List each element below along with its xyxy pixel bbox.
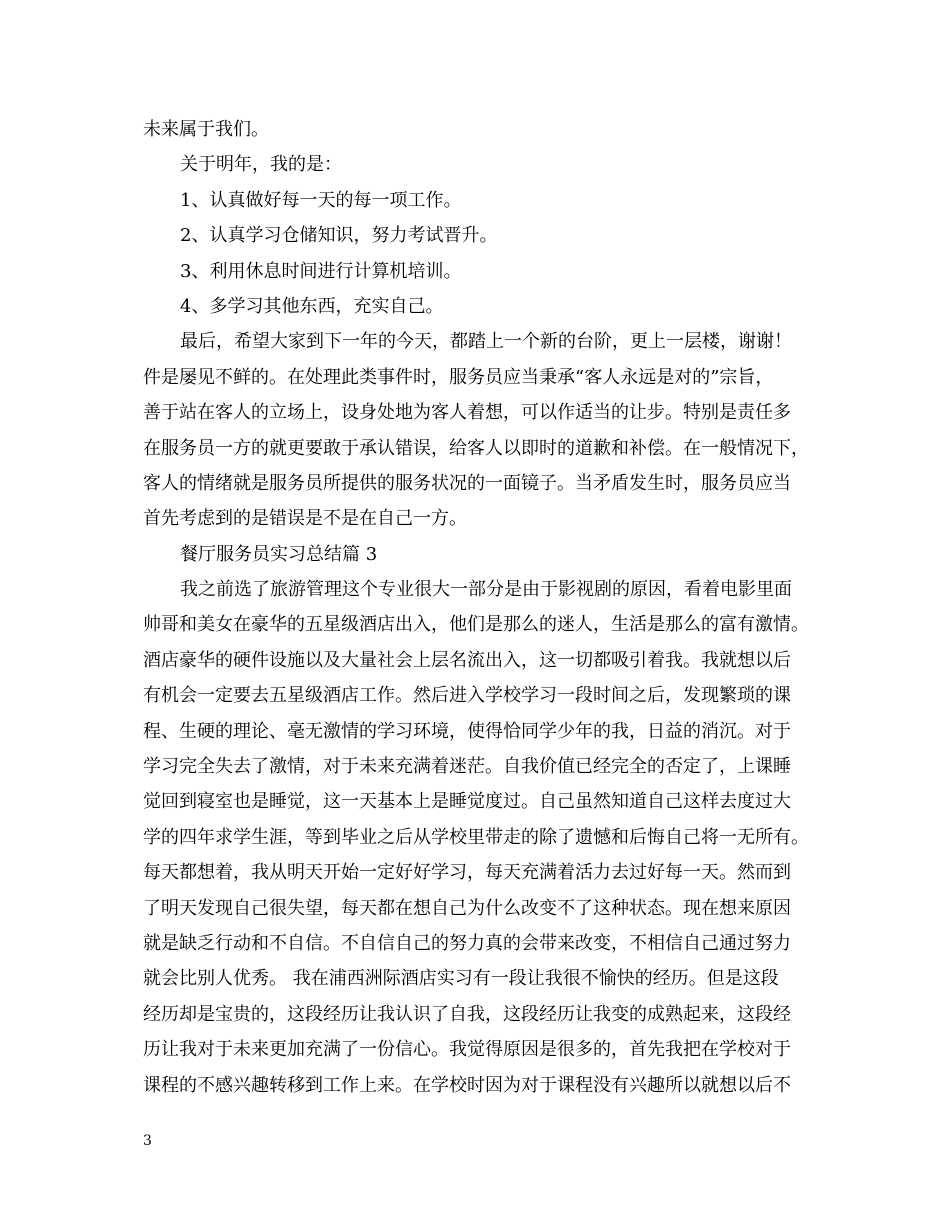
text-line: 首先考虑到的是错误是不是在自己一方。 [143, 508, 467, 530]
text-line: 帅哥和美女在豪华的五星级酒店出入，他们是那么的迷人，生活是那么的富有激情。 [143, 614, 809, 636]
text-line: 我之前选了旅游管理这个专业很大一部分是由于影视剧的原因，看着电影里面 [180, 579, 792, 601]
text-line: 学的四年求学生涯，等到毕业之后从学校里带走的除了遗憾和后悔自己将一无所有。 [143, 826, 809, 848]
text-line: 在服务员一方的就更要敢于承认错误，给客人以即时的道歉和补偿。在一般情况下， [143, 437, 809, 459]
text-line: 餐厅服务员实习总结篇 3 [180, 543, 378, 565]
text-line: 3、利用休息时间进行计算机培训。 [180, 260, 462, 282]
text-line: 2、认真学习仓储知识，努力考试晋升。 [180, 225, 498, 247]
text-line: 历让我对于未来更加充满了一份信心。我觉得原因是很多的，首先我把在学校对于 [143, 1039, 791, 1061]
text-line: 了明天发现自己很失望，每天都在想自己为什么改变不了这种状态。现在想来原因 [143, 897, 791, 919]
text-line: 善于站在客人的立场上，设身处地为客人着想，可以作适当的让步。特别是责任多 [143, 402, 791, 424]
text-line: 未来属于我们。 [143, 119, 269, 140]
page-number: 3 [143, 1133, 152, 1149]
text-line: 酒店豪华的硬件设施以及大量社会上层名流出入，这一切都吸引着我。我就想以后 [143, 649, 791, 671]
text-line: 觉回到寝室也是睡觉，这一天基本上是睡觉度过。自己虽然知道自己这样去度过大 [143, 791, 791, 813]
text-line: 1、认真做好每一天的每一项工作。 [180, 189, 462, 211]
text-line: 4、多学习其他东西，充实自己。 [180, 295, 444, 317]
text-line: 有机会一定要去五星级酒店工作。然后进入学校学习一段时间之后，发现繁琐的课 [143, 685, 791, 707]
text-line: 学习完全失去了激情，对于未来充满着迷茫。自我价值已经完全的否定了，上课睡 [143, 756, 791, 778]
text-line: 最后，希望大家到下一年的今天，都踏上一个新的台阶，更上一层楼，谢谢！ [180, 331, 792, 353]
text-line: 每天都想着，我从明天开始一定好好学习，每天充满着活力去过好每一天。然而到 [143, 862, 791, 884]
text-line: 程、生硬的理论、毫无激情的学习环境，使得恰同学少年的我，日益的消沉。对于 [143, 720, 791, 742]
text-line: 件是屡见不鲜的。在处理此类事件时，服务员应当秉承“客人永远是对的”宗旨， [143, 366, 774, 388]
text-line: 课程的不感兴趣转移到工作上来。在学校时因为对于课程没有兴趣所以就想以后不 [143, 1074, 791, 1096]
text-line: 客人的情绪就是服务员所提供的服务状况的一面镜子。当矛盾发生时，服务员应当 [143, 472, 791, 494]
text-line: 就是缺乏行动和不自信。不自信自己的努力真的会带来改变，不相信自己通过努力 [143, 932, 791, 954]
text-line: 经历却是宝贵的，这段经历让我认识了自我，这段经历让我变的成熟起来，这段经 [143, 1003, 791, 1025]
text-line: 关于明年，我的是： [180, 154, 342, 176]
document-body [143, 112, 818, 1103]
text-line: 就会比别人优秀。 我在浦西洲际酒店实习有一段让我很不愉快的经历。但是这段 [143, 968, 779, 990]
